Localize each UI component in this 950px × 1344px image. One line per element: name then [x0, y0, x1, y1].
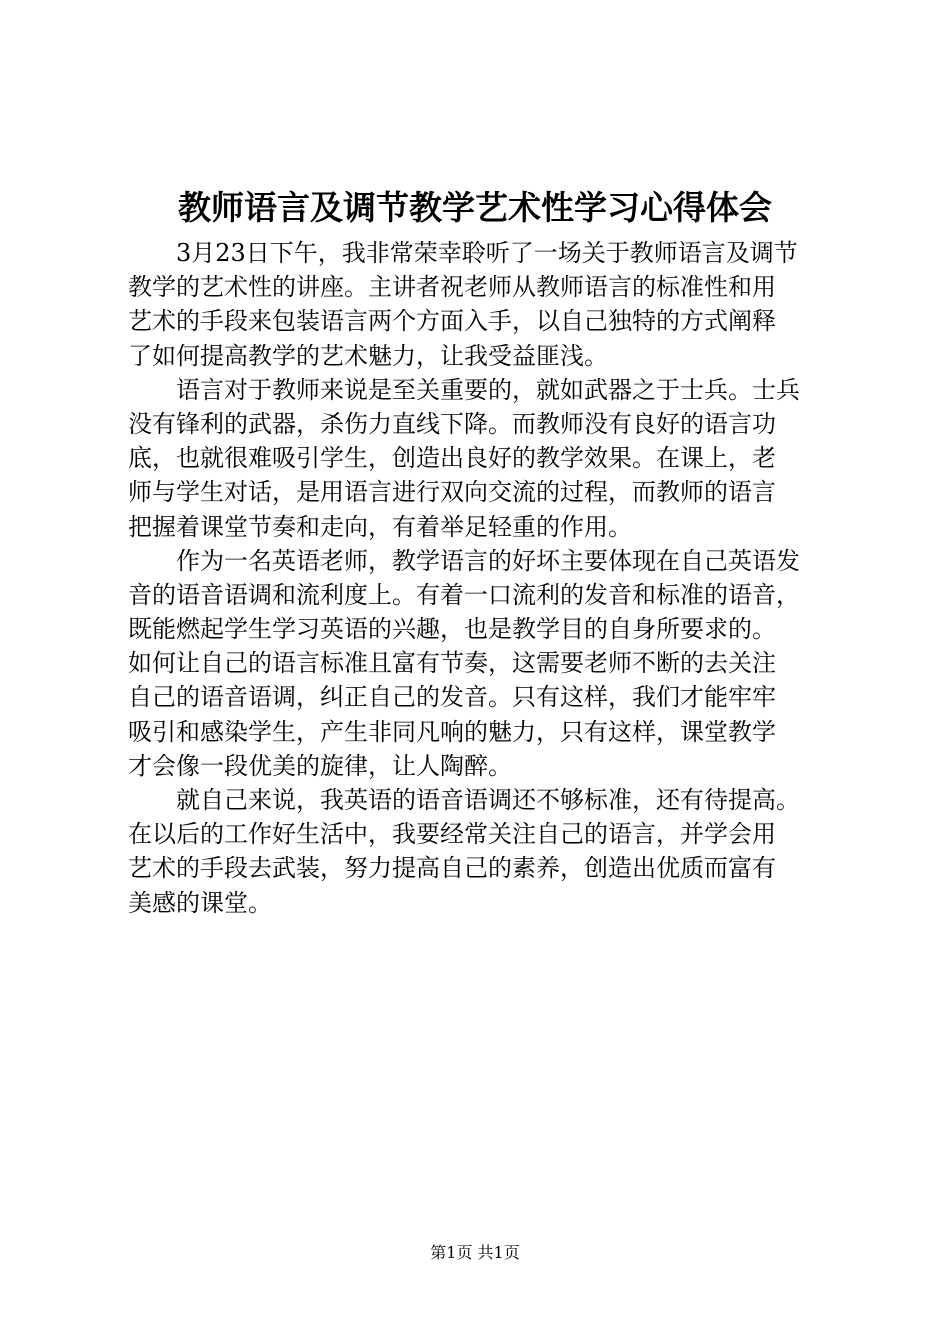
paragraph-line: 语言对于教师来说是至关重要的，就如武器之于士兵。士兵 — [176, 375, 800, 404]
paragraph-line: 就自己来说，我英语的语音语调还不够标准，还有待提高。 — [176, 786, 800, 814]
paragraph-line: 3月23日下午，我非常荣幸聆听了一场关于教师语言及调节 — [176, 239, 798, 267]
paragraph-line: 在以后的工作好生活中，我要经常关注自己的语言，并学会用 — [128, 820, 776, 849]
paragraph-line: 了如何提高教学的艺术魅力，让我受益匪浅。 — [128, 341, 608, 370]
paragraph-line: 吸引和感染学生，产生非同凡响的魅力，只有这样，课堂教学 — [128, 717, 776, 746]
paragraph-line: 如何让自己的语言标准且富有节奏，这需要老师不断的去关注 — [128, 649, 776, 678]
paragraph-line: 教学的艺术性的讲座。主讲者祝老师从教师语言的标准性和用 — [128, 273, 776, 302]
paragraph-3 — [128, 544, 828, 783]
paragraph-line: 艺术的手段去武装，努力提高自己的素养，创造出优质而富有 — [128, 854, 776, 883]
paragraph-line: 艺术的手段来包装语言两个方面入手，以自己独特的方式阐释 — [128, 307, 776, 336]
paragraph-2 — [128, 373, 828, 544]
paragraph-line: 美感的课堂。 — [128, 888, 272, 917]
document-title: 教师语言及调节教学艺术性学习心得体会 — [178, 188, 772, 227]
paragraph-line: 音的语音语调和流利度上。有着一口流利的发音和标准的语音， — [128, 580, 800, 609]
document-body — [128, 236, 828, 920]
paragraph-line: 作为一名英语老师，教学语言的好坏主要体现在自己英语发 — [176, 546, 800, 575]
paragraph-line: 自己的语音语调，纠正自己的发音。只有这样，我们才能牢牢 — [128, 683, 776, 712]
paragraph-4 — [128, 783, 828, 920]
paragraph-line: 既能燃起学生学习英语的兴趣，也是教学目的自身所要求的。 — [128, 615, 776, 644]
paragraph-line: 把握着课堂节奏和走向，有着举足轻重的作用。 — [128, 512, 632, 541]
page-footer: 第1页 共1页 — [430, 1243, 520, 1262]
paragraph-line: 底，也就很难吸引学生，创造出良好的教学效果。在课上，老 — [128, 444, 776, 473]
paragraph-line: 师与学生对话，是用语言进行双向交流的过程，而教师的语言 — [128, 478, 776, 507]
paragraph-1 — [128, 236, 828, 373]
paragraph-line: 没有锋利的武器，杀伤力直线下降。而教师没有良好的语言功 — [128, 409, 776, 438]
paragraph-line: 才会像一段优美的旋律，让人陶醉。 — [128, 751, 512, 780]
